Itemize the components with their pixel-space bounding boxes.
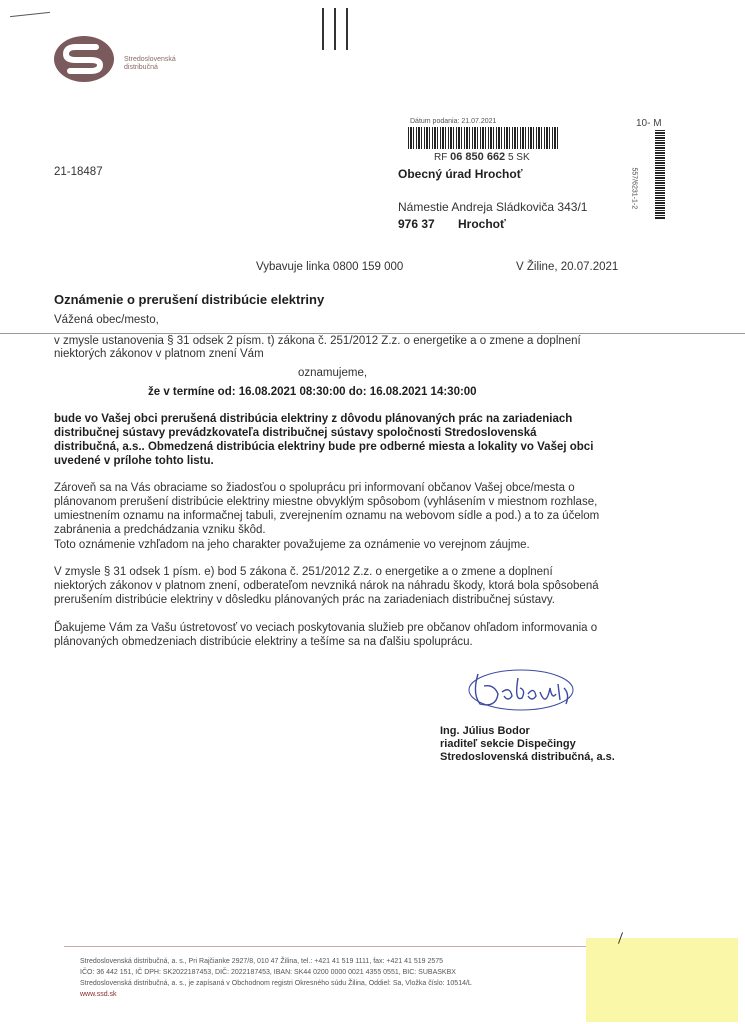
cooperation-line: Zároveň sa na Vás obraciame so žiadosťou o spoluprácu pri informovaní občanov Vašej obce/mesta o — [54, 482, 575, 494]
outage-paragraph-line: distribučná, a.s.. Obmedzená distribúcia elektriny bude pre odberné miesta a lokality vo Vašej obci — [54, 441, 594, 453]
signatory-company: Stredoslovenská distribučná, a.s. — [440, 751, 615, 763]
ssd-logo-icon — [52, 34, 116, 84]
signatory-role: riaditeľ sekcie Dispečingy — [440, 738, 576, 750]
outage-paragraph-line: distribučnej sústavy prevádzkovateľa distribučnej sústavy spoločnosti Stredoslovenská — [54, 427, 537, 439]
company-name-line1: Stredoslovenská — [124, 56, 176, 63]
cooperation-line: zabránenia a predchádzania vzniku škôd. — [54, 524, 266, 536]
footer-registry: Stredoslovenská distribučná, a. s., je zapísaná v Obchodnom registri Okresného súdu Žilina, Oddiel: Sa, Vložka číslo: 10514/L — [80, 980, 472, 987]
website-link[interactable]: www.ssd.sk — [80, 991, 117, 998]
scan-bar — [322, 8, 324, 50]
corner-mark: 10- M — [636, 118, 662, 129]
legal-line: prerušením distribúcie elektriny v dôsledku plánovaných prác na zariadeniach distribučnej sústavy. — [54, 594, 555, 606]
footer-address: Stredoslovenská distribučná, a. s., Pri Rajčianke 2927/8, 010 47 Žilina, tel.: +421 41 519 1111, fax: +421 41 519 2575 — [80, 958, 444, 965]
subject-heading: Oznámenie o prerušení distribúcie elektriny — [54, 292, 325, 307]
barcode — [408, 127, 560, 149]
salutation: Vážená obec/mesto, — [54, 314, 159, 326]
recipient-zip: 976 37 — [398, 217, 435, 231]
footer-website — [80, 990, 117, 1000]
rf-number — [434, 151, 530, 163]
vertical-barcode — [655, 130, 665, 220]
footer-ids: IČO: 36 442 151, IČ DPH: SK2022187453, DIČ: 2022187453, IBAN: SK44 0200 0000 0021 4355 0551, BIC: SUBASKBX — [80, 969, 456, 976]
legal-line: V zmysle § 31 odsek 1 písm. e) bod 5 zákona č. 251/2012 Z.z. o energetike a o zmene a doplnení — [54, 566, 553, 578]
company-logo — [52, 34, 116, 84]
cooperation-line: umiestnením oznamu na informačnej tabuli, zverejnením oznamu na webovom sídle a pod.) a to za účelom — [54, 510, 600, 522]
signature-icon — [466, 664, 576, 712]
cooperation-line: plánovanom prerušení distribúcie elektriny miestne obvyklým spôsobom (vyhlásením v miestnom rozhlase, — [54, 496, 598, 508]
intro-line-1: v zmysle ustanovenia § 31 odsek 2 písm. t) zákona č. 251/2012 Z.z. o energetike a o zmene a doplnení — [54, 335, 581, 347]
reference-number: 21-18487 — [54, 166, 103, 178]
outage-paragraph-line: bude vo Vašej obci prerušená distribúcia elektriny z dôvodu plánovaných prác na zariadeniach — [54, 413, 573, 425]
company-name-line2: distribučná — [124, 64, 158, 71]
scan-bar — [346, 8, 348, 50]
thanks-line: plánovaných obmedzeniach distribúcie elektriny a tešíme sa na ďalšiu spoluprácu. — [54, 636, 473, 648]
recipient-street: Námestie Andreja Sládkoviča 343/1 — [398, 200, 588, 214]
legal-line: niektorých zákonov v platnom znení, odberateľom nevzniká nárok na náhradu škody, ktorá bola spôsobená — [54, 580, 599, 592]
scan-bar — [334, 8, 336, 50]
thanks-line: Ďakujeme Vám za Vašu ústretovosť vo veciach poskytovania služieb pre občanov ohľadom informovania o — [54, 622, 598, 634]
outage-paragraph-line: uvedené v prílohe tohto listu. — [54, 455, 214, 467]
rf-prefix: RF — [434, 152, 448, 163]
cooperation-line: Toto oznámenie vzhľadom na jeho charakter považujeme za oznámenie vo verejnom záujme. — [54, 539, 530, 551]
vertical-code: 557/6231-1-2 — [630, 167, 638, 210]
recipient-name: Obecný úrad Hrochoť — [398, 167, 523, 181]
place-date: V Žiline, 20.07.2021 — [516, 261, 619, 273]
handwritten-signature — [466, 664, 576, 712]
submission-date: Dátum podania: 21.07.2021 — [410, 118, 497, 125]
sticky-note — [586, 938, 738, 1022]
rf-suffix: 5 SK — [507, 152, 530, 163]
recipient-city: Hrochoť — [458, 217, 506, 231]
signatory-name: Ing. Július Bodor — [440, 725, 530, 737]
outage-term: že v termíne od: 16.08.2021 08:30:00 do: 16.08.2021 14:30:00 — [148, 386, 477, 398]
intro-line-2: niektorých zákonov v platnom znení Vám — [54, 348, 264, 360]
rf-digits: 06 850 662 — [450, 151, 506, 163]
handled-by: Vybavuje linka 0800 159 000 — [256, 261, 404, 273]
scan-mark-line — [10, 12, 50, 17]
announce: oznamujeme, — [298, 367, 368, 379]
